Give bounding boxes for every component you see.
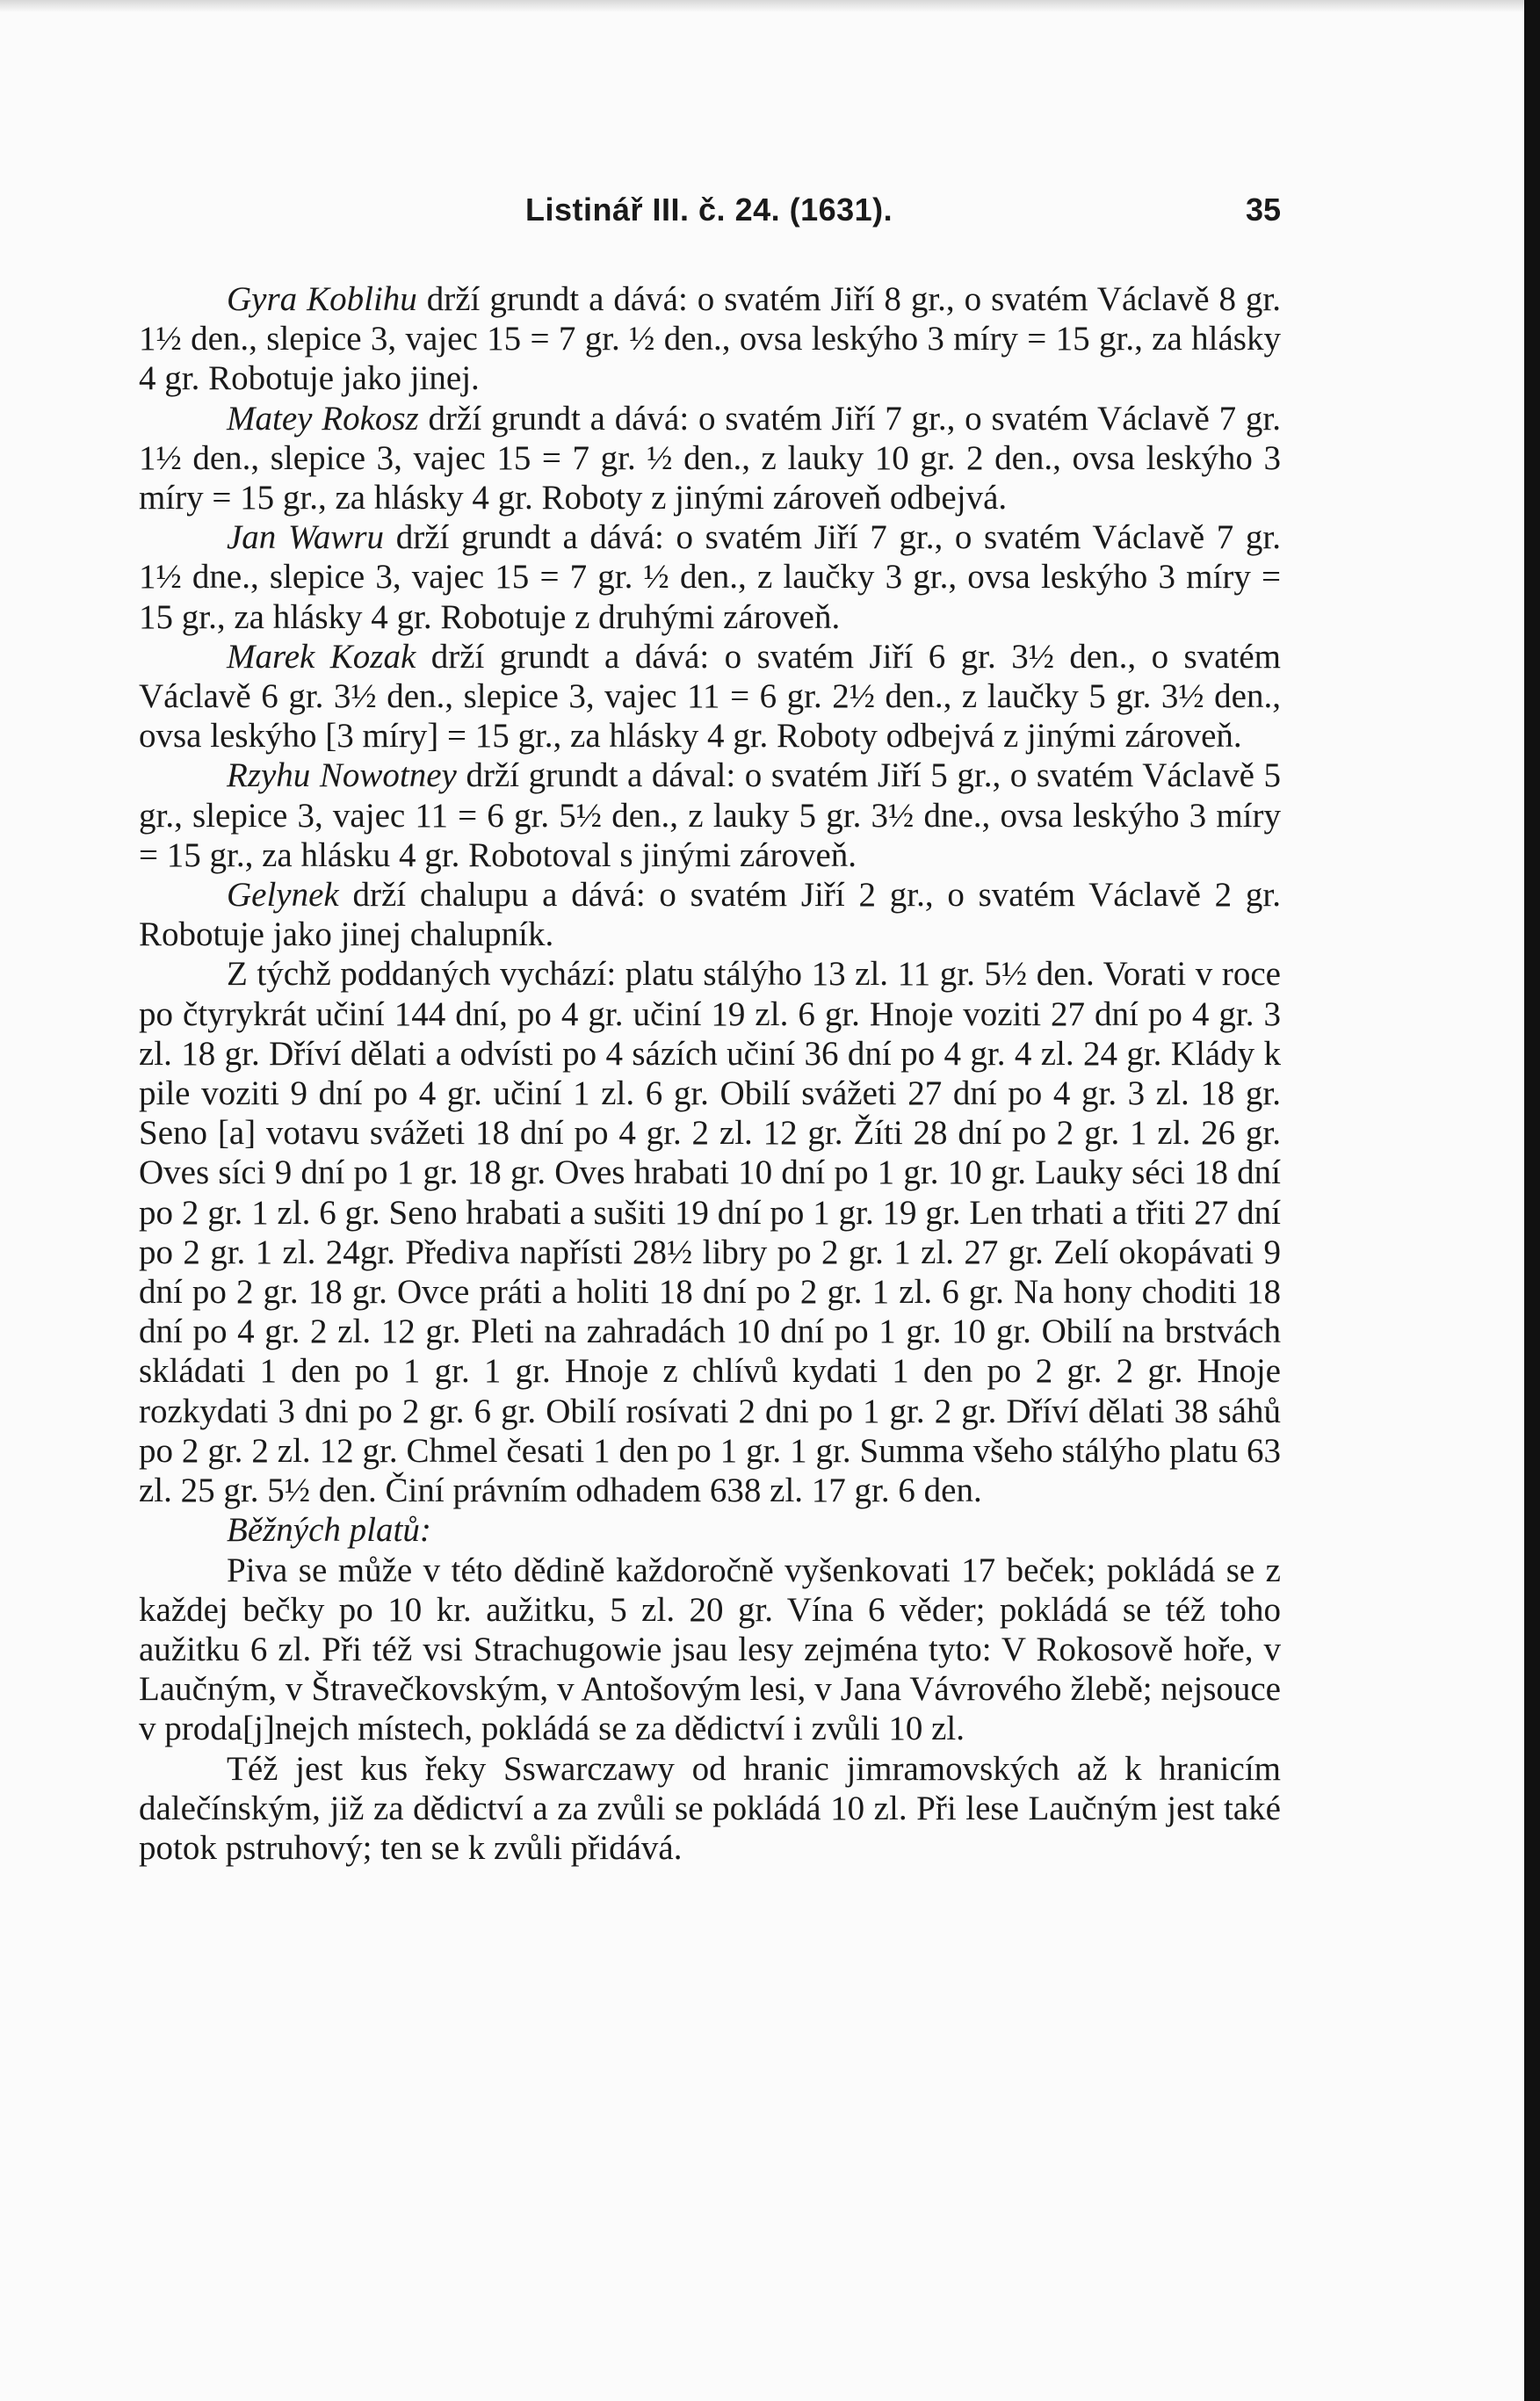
text-paragraph: Piva se může v této dědině každoročně vyšenkovati 17 beček; pokládá se z každej bečky po 10 kr. aužitku, 5 zl. 20 gr. Vína 6 věder; pokládá se též toho aužitku 6 zl. Při též vsi Strachugowie jsau lesy zejména tyto: V Rokosově hoře, v Laučným, v Štravečkovským, v Antošovým lesi, v Jana Vávrového žlebě; nejsouce v proda[j]nejch místech, pokládá se za dědictví i zvůli 10 zl.	[139, 1551, 1281, 1748]
page-right-edge	[1524, 0, 1540, 2401]
body-text	[139, 279, 1281, 1868]
page-header	[139, 192, 1281, 235]
entry-text: drží grundt a dává: o svatém Jiří 7 gr., o svatém Václavě 7 gr. 1½ dne., slepice 3, vajec 15 = 7 gr. ½ den., z laučky 3 gr., ovsa leskýho 3 míry = 15 gr., za hlásky 4 gr. Robotuje z druhými zároveň.	[139, 518, 1281, 636]
entry-text: drží grundt a dává: o svatém Jiří 6 gr. 3½ den., o svatém Václavě 6 gr. 3½ den., slepice 3, vajec 11 = 6 gr. 2½ den., z laučky 5 gr. 3½ den., ovsa leskýho [3 míry] = 15 gr., za hlásky 4 gr. Roboty odbejvá z jinými zároveň.	[139, 637, 1282, 756]
entry-name: Rzyhu Nowotney	[227, 756, 457, 795]
entry-text: drží grundt a dává: o svatém Jiří 7 gr., o svatém Václavě 7 gr. 1½ den., slepice 3, vajec 15 = 7 gr. ½ den., z lauky 10 gr. 2 den., ovsa leskýho 3 míry = 15 gr., za hlásky 4 gr. Roboty z jinými zároveň odbejvá.	[139, 399, 1282, 517]
entry-name: Marek Kozak	[227, 637, 416, 676]
entry-name: Matey Rokosz	[227, 399, 419, 438]
text-paragraph: Též jest kus řeky Sswarczawy od hranic jimramovských až k hranicím dalečínským, již za dědictví a za zvůli se pokládá 10 zl. Při lese Laučným jest také potok pstruhový; ten se k zvůli přidává.	[139, 1749, 1281, 1867]
running-title: Listinář III. č. 24. (1631).	[525, 192, 893, 228]
entry-name: Jan Wawru	[227, 518, 385, 557]
summary-paragraph: Z týchž poddaných vychází: platu stálýho 13 zl. 11 gr. 5½ den. Vorati v roce po čtyrykrát učiní 144 dní, po 4 gr. učiní 19 zl. 6 gr. Hnoje voziti 27 dní po 4 gr. 3 zl. 18 gr. Dříví dělati a odvísti po 4 sázích učiní 36 dní po 4 gr. 4 zl. 24 gr. Klády k pile voziti 9 dní po 4 gr. učiní 1 zl. 6 gr. Obilí svážeti 27 dní po 4 gr. 3 zl. 18 gr. Seno [a] votavu svážeti 18 dní po 4 gr. 2 zl. 12 gr. Žíti 28 dní po 2 gr. 1 zl. 26 gr. Oves síci 9 dní po 1 gr. 18 gr. Oves hrabati 10 dní po 1 gr. 10 gr. Lauky séci 18 dní po 2 gr. 1 zl. 6 gr. Seno hrabati a sušiti 19 dní po 1 gr. 19 gr. Len trhati a třiti 27 dní po 2 gr. 1 zl. 24gr. Přediva napřísti 28½ libry po 2 gr. 1 zl. 27 gr. Zelí okopávati 9 dní po 2 gr. 18 gr. Ovce práti a holiti 18 dní po 2 gr. 1 zl. 6 gr. Na hony choditi 18 dní po 4 gr. 2 zl. 12 gr. Pleti na zahradách 10 dní po 1 gr. 10 gr. Obilí na brstvách skládati 1 den po 1 gr. 1 gr. Hnoje z chlívů kydati 1 den po 2 gr. 2 gr. Hnoje rozkydati 3 dni po 2 gr. 6 gr. Obilí rosívati 2 dni po 1 gr. 2 gr. Dříví dělati 38 sáhů po 2 gr. 2 zl. 12 gr. Chmel česati 1 den po 1 gr. 1 gr. Summa všeho stálýho platu 63 zl. 25 gr. 5½ den. Činí právním odhadem 638 zl. 17 gr. 6 den.	[139, 955, 1281, 1510]
entry-text: drží grundt a dával: o svatém Jiří 5 gr., o svatém Václavě 5 gr., slepice 3, vajec 11 = 6 gr. 5½ den., z lauky 5 gr. 3½ dne., ovsa leskýho 3 míry = 15 gr., za hlásku 4 gr. Robotoval s jinými zároveň.	[139, 756, 1282, 874]
entry-paragraph	[139, 637, 1281, 756]
page-top-shadow	[0, 0, 1540, 12]
entry-name: Gyra Koblihu	[227, 280, 417, 318]
page-number: 35	[1245, 192, 1281, 228]
entry-name: Gelynek	[227, 876, 339, 915]
entry-paragraph	[139, 279, 1281, 399]
entry-paragraph	[139, 399, 1281, 518]
section-heading-text: Běžných platů:	[227, 1511, 431, 1550]
section-heading	[139, 1510, 1281, 1550]
entry-text: drží chalupu a dává: o svatém Jiří 2 gr., o svatém Václavě 2 gr. Robotuje jako jinej chalupník.	[139, 876, 1281, 954]
entry-paragraph	[139, 756, 1281, 875]
entry-paragraph	[139, 517, 1281, 637]
entry-paragraph	[139, 875, 1281, 954]
entry-text: drží grundt a dává: o svatém Jiří 8 gr., o svatém Václavě 8 gr. 1½ den., slepice 3, vajec 15 = 7 gr. ½ den., ovsa leskýho 3 míry = 15 gr., za hlásky 4 gr. Robotuje jako jinej.	[139, 280, 1282, 398]
